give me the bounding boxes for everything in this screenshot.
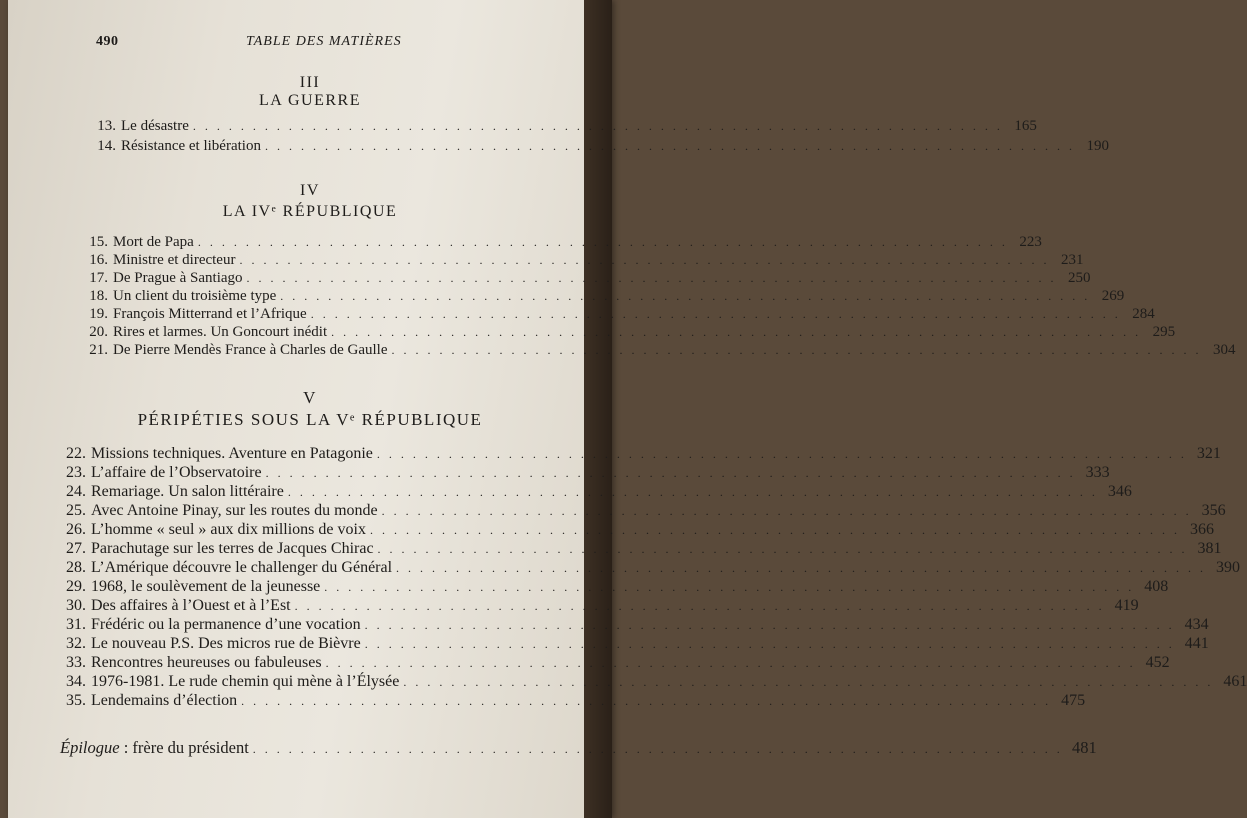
toc-entry[interactable] (88, 138, 1109, 155)
chapter-title: Un client du troisième type (113, 288, 277, 304)
chapter-number: 31. (66, 616, 86, 633)
chapter-page: 304 (1212, 342, 1236, 358)
chapter-page: 190 (1086, 138, 1109, 154)
part-v-title: PÉRIPÉTIES SOUS LA Vᵉ RÉPUBLIQUE (137, 410, 483, 429)
leader-dots: . . . . . . . . . . . . . . . . . . . . . . . . . . . . . . . . . . . . . . . . . . . . . . . . . . . . . . . . . . . . . . . . . . . . (364, 618, 1175, 632)
chapter-page: 434 (1184, 616, 1209, 633)
chapter-page: 165 (1014, 118, 1037, 134)
chapter-number: 34. (66, 673, 86, 690)
leader-dots: . . . . . . . . . . . . . . . . . . . . . . . . . . . . . . . . . . . . . . . . . . . . . . . . . . . . . . . . . . . . . . . . . . . . (331, 325, 1142, 339)
chapter-number: 24. (66, 483, 86, 500)
toc-entry[interactable] (56, 464, 1110, 482)
chapter-number: 16. (89, 252, 108, 268)
leader-dots: . . . . . . . . . . . . . . . . . . . . . . . . . . . . . . . . . . . . . . . . . . . . . . . . . . . . . . . . . . . . . . . . . . . . (280, 289, 1091, 303)
chapter-number: 19. (89, 306, 108, 322)
epilogue-title-rest: : frère du président (119, 738, 249, 757)
toc-entry[interactable] (56, 616, 1209, 634)
chapter-number: 30. (66, 597, 86, 614)
chapter-page: 390 (1216, 559, 1241, 576)
toc-entry[interactable] (80, 306, 1155, 323)
toc-entry[interactable] (56, 483, 1132, 501)
chapter-title: L’homme « seul » aux dix millions de voix (91, 521, 366, 538)
leader-dots: . . . . . . . . . . . . . . . . . . . . . . . . . . . . . . . . . . . . . . . . . . . . . . . . . . . . . . . . . . . . . . . . . . . . (324, 580, 1135, 594)
leader-dots: . . . . . . . . . . . . . . . . . . . . . . . . . . . . . . . . . . . . . . . . . . . . . . . . . . . . . . . . . . . . . . . . . . . . (325, 656, 1136, 670)
chapter-number: 29. (66, 578, 86, 595)
chapter-page: 408 (1144, 578, 1169, 595)
part-iii-number: III (299, 74, 321, 91)
running-title: TABLE DES MATIÈRES (246, 34, 402, 49)
leader-dots: . . . . . . . . . . . . . . . . . . . . . . . . . . . . . . . . . . . . . . . . . . . . . . . . . . . . . . . . . . . . . . . . . . . . (381, 504, 1192, 518)
part-iv-title: LA IVᵉ RÉPUBLIQUE (222, 203, 398, 220)
leader-dots: . . . . . . . . . . . . . . . . . . . . . . . . . . . . . . . . . . . . . . . . . . . . . . . . . . . . . . . . . . . . . . . . . . . . (369, 523, 1180, 537)
leader-dots: . . . . . . . . . . . . . . . . . . . . . . . . . . . . . . . . . . . . . . . . . . . . . . . . . . . . . . . . . . . . . . . . . . . . (310, 307, 1121, 321)
chapter-title: 1968, le soulèvement de la jeunesse (91, 578, 321, 595)
toc-entry[interactable] (80, 324, 1176, 341)
chapter-title: 1976-1981. Le rude chemin qui mène à l’Élysée (91, 673, 400, 690)
chapter-title: Missions techniques. Aventure en Patagonie (91, 445, 373, 462)
chapter-number: 22. (66, 445, 86, 462)
toc-entry[interactable] (56, 540, 1222, 558)
chapter-title: Rencontres heureuses ou fabuleuses (91, 654, 322, 671)
page-number: 490 (96, 34, 119, 49)
toc-entry[interactable] (56, 692, 1086, 710)
chapter-title: Frédéric ou la permanence d’une vocation (91, 616, 361, 633)
chapter-page: 295 (1152, 324, 1176, 340)
chapter-number: 27. (66, 540, 86, 557)
chapter-number: 33. (66, 654, 86, 671)
chapter-title: De Prague à Santiago (113, 270, 243, 286)
chapter-page: 231 (1060, 252, 1084, 268)
leader-dots: . . . . . . . . . . . . . . . . . . . . . . . . . . . . . . . . . . . . . . . . . . . . . . . . . . . . . . . . . . . . . . . . . . . . (403, 675, 1214, 689)
toc-entry[interactable] (56, 635, 1209, 653)
leader-dots: . . . . . . . . . . . . . . . . . . . . . . . . . . . . . . . . . . . . . . . . . . . . . . . . . . . . . . . . . . . . . . . . . . . . (377, 542, 1188, 556)
epilogue-title (60, 738, 249, 758)
chapter-page: 419 (1114, 597, 1139, 614)
chapter-page: 441 (1184, 635, 1209, 652)
chapter-page: 284 (1132, 306, 1155, 322)
chapter-title: Résistance et libération (121, 138, 261, 154)
toc-entry[interactable] (80, 288, 1125, 305)
chapter-title: L’Amérique découvre le challenger du Général (91, 559, 393, 576)
chapter-title: De Pierre Mendès France à Charles de Gaulle (113, 342, 388, 358)
leader-dots: . . . . . . . . . . . . . . . . . . . . . . . . . . . . . . . . . . . . . . . . . . . . . . . . . . . . . . . . . . . . . . . . . . . . (265, 466, 1076, 480)
toc-entry[interactable] (56, 578, 1169, 596)
chapter-number: 32. (66, 635, 86, 652)
chapter-title: Rires et larmes. Un Goncourt inédit (113, 324, 328, 340)
book-page (8, 0, 1247, 818)
chapter-number: 20. (89, 324, 108, 340)
chapter-number: 13. (97, 118, 116, 134)
toc-entry[interactable] (88, 118, 1037, 135)
chapter-title: L’affaire de l’Observatoire (91, 464, 262, 481)
chapter-page: 269 (1101, 288, 1125, 304)
chapter-page: 333 (1085, 464, 1110, 481)
leader-dots: . . . . . . . . . . . . . . . . . . . . . . . . . . . . . . . . . . . . . . . . . . . . . . . . . . . . . . . . . . . . . . . . . . . . (252, 742, 1063, 756)
running-header (96, 34, 572, 54)
chapter-title: Avec Antoine Pinay, sur les routes du monde (91, 502, 378, 519)
epilogue-page: 481 (1072, 738, 1097, 757)
chapter-number: 35. (66, 692, 86, 709)
toc-entry[interactable] (56, 673, 1247, 691)
chapter-number: 25. (66, 502, 86, 519)
chapter-page: 346 (1107, 483, 1132, 500)
chapter-page: 461 (1223, 673, 1247, 690)
chapter-title: Parachutage sur les terres de Jacques Chirac (91, 540, 374, 557)
leader-dots: . . . . . . . . . . . . . . . . . . . . . . . . . . . . . . . . . . . . . . . . . . . . . . . . . . . . . . . . . . . . . . . . . . . . (192, 119, 1003, 133)
leader-dots: . . . . . . . . . . . . . . . . . . . . . . . . . . . . . . . . . . . . . . . . . . . . . . . . . . . . . . . . . . . . . . . . . . . . (246, 271, 1057, 285)
chapter-title: Ministre et directeur (113, 252, 236, 268)
leader-dots: . . . . . . . . . . . . . . . . . . . . . . . . . . . . . . . . . . . . . . . . . . . . . . . . . . . . . . . . . . . . . . . . . . . . (376, 447, 1187, 461)
epilogue-label: Épilogue (60, 738, 120, 757)
leader-dots: . . . . . . . . . . . . . . . . . . . . . . . . . . . . . . . . . . . . . . . . . . . . . . . . . . . . . . . . . . . . . . . . . . . . (294, 599, 1105, 613)
chapter-title: Le nouveau P.S. Des micros rue de Bièvre (91, 635, 361, 652)
toc-entry[interactable] (80, 234, 1042, 251)
chapter-number: 23. (66, 464, 86, 481)
chapter-title: Remariage. Un salon littéraire (91, 483, 284, 500)
chapter-page: 321 (1196, 445, 1221, 462)
toc-entry-epilogue[interactable] (60, 738, 1097, 758)
toc-entry[interactable] (80, 252, 1084, 269)
chapter-number: 17. (89, 270, 108, 286)
leader-dots: . . . . . . . . . . . . . . . . . . . . . . . . . . . . . . . . . . . . . . . . . . . . . . . . . . . . . . . . . . . . . . . . . . . . (396, 561, 1207, 575)
toc-entry[interactable] (56, 559, 1241, 577)
chapter-page: 475 (1061, 692, 1086, 709)
leader-dots: . . . . . . . . . . . . . . . . . . . . . . . . . . . . . . . . . . . . . . . . . . . . . . . . . . . . . . . . . . . . . . . . . . . . (287, 485, 1098, 499)
chapter-number: 18. (89, 288, 108, 304)
chapter-title: François Mitterrand et l’Afrique (113, 306, 307, 322)
chapter-page: 356 (1201, 502, 1226, 519)
toc-entry[interactable] (56, 445, 1221, 463)
leader-dots: . . . . . . . . . . . . . . . . . . . . . . . . . . . . . . . . . . . . . . . . . . . . . . . . . . . . . . . . . . . . . . . . . . . . (239, 253, 1050, 267)
chapter-title: Le désastre (121, 118, 189, 134)
chapter-page: 250 (1068, 270, 1091, 286)
toc-entry[interactable] (56, 521, 1214, 539)
chapter-number: 14. (97, 138, 116, 154)
chapter-number: 15. (89, 234, 108, 250)
chapter-page: 366 (1189, 521, 1214, 538)
toc-entry[interactable] (80, 270, 1091, 287)
part-iv-number: IV (300, 182, 320, 199)
toc-entry[interactable] (56, 597, 1139, 615)
leader-dots: . . . . . . . . . . . . . . . . . . . . . . . . . . . . . . . . . . . . . . . . . . . . . . . . . . . . . . . . . . . . . . . . . . . . (264, 139, 1075, 153)
chapter-number: 26. (66, 521, 86, 538)
toc-entry[interactable] (80, 342, 1236, 359)
leader-dots: . . . . . . . . . . . . . . . . . . . . . . . . . . . . . . . . . . . . . . . . . . . . . . . . . . . . . . . . . . . . . . . . . . . . (241, 694, 1052, 708)
chapter-page: 381 (1197, 540, 1222, 557)
chapter-page: 223 (1019, 234, 1042, 250)
toc-entry[interactable] (56, 654, 1170, 672)
leader-dots: . . . . . . . . . . . . . . . . . . . . . . . . . . . . . . . . . . . . . . . . . . . . . . . . . . . . . . . . . . . . . . . . . . . . (391, 343, 1202, 357)
chapter-number: 28. (66, 559, 86, 576)
chapter-title: Des affaires à l’Ouest et à l’Est (91, 597, 291, 614)
chapter-number: 21. (89, 342, 108, 358)
chapter-title: Mort de Papa (113, 234, 194, 250)
part-iii-title: LA GUERRE (259, 92, 361, 109)
toc-entry[interactable] (56, 502, 1226, 520)
leader-dots: . . . . . . . . . . . . . . . . . . . . . . . . . . . . . . . . . . . . . . . . . . . . . . . . . . . . . . . . . . . . . . . . . . . . (197, 235, 1008, 249)
leader-dots: . . . . . . . . . . . . . . . . . . . . . . . . . . . . . . . . . . . . . . . . . . . . . . . . . . . . . . . . . . . . . . . . . . . . (364, 637, 1175, 651)
part-v-number: V (303, 388, 317, 407)
chapter-title: Lendemains d’élection (91, 692, 238, 709)
chapter-page: 452 (1145, 654, 1170, 671)
